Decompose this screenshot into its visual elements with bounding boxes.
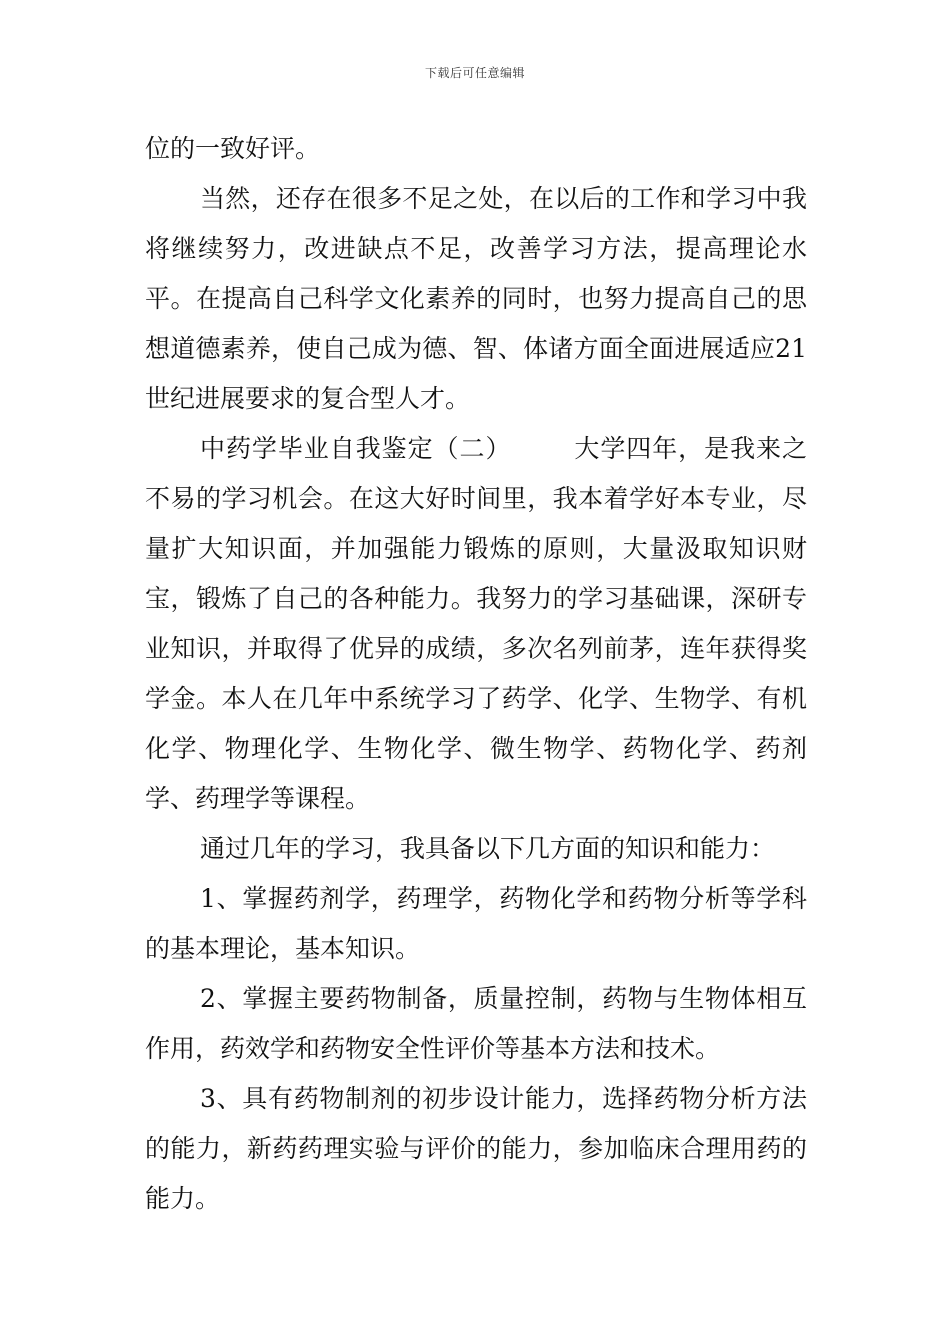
paragraph-3-text: 大学四年，是我来之不易的学习机会。在这大好时间里，我本着学好本专业，尽量扩大知识面，并加强能力锻炼的原则，大量汲取知识财宝，锻炼了自己的各种能力。我努力的学习基础课，深研专业知识，并取得了优异的成绩，多次名列前茅，连年获得奖学金。本人在几年中系统学习了药学、化学、生物学、有机化学、物理化学、生物化学、微生物学、药物化学、药剂学、药理学等课程。 — [145, 434, 807, 813]
paragraph-3 — [145, 424, 807, 824]
list-item-2: 2、掌握主要药物制备，质量控制，药物与生物体相互作用，药效学和药物安全性评价等基本方法和技术。 — [145, 984, 807, 1063]
list-item-1: 1、掌握药剂学，药理学，药物化学和药物分析等学科的基本理论，基本知识。 — [145, 884, 807, 963]
paragraph-1: 位的一致好评。 — [145, 134, 321, 163]
list-item-3: 3、具有药物制剂的初步设计能力，选择药物分析方法的能力，新药药理实验与评价的能力，参加临床合理用药的能力。 — [145, 1084, 807, 1213]
paragraph-2: 当然，还存在很多不足之处，在以后的工作和学习中我将继续努力，改进缺点不足，改善学习方法，提高理论水平。在提高自己科学文化素养的同时，也努力提高自己的思想道德素养，使自己成为德、智、体诸方面全面进展适应21世纪进展要求的复合型人才。 — [145, 184, 807, 413]
document-body — [145, 124, 807, 1224]
page-header: 下载后可任意编辑 — [424, 66, 525, 80]
paragraph-4: 通过几年的学习，我具备以下几方面的知识和能力： — [200, 834, 776, 863]
section-heading: 中药学毕业自我鉴定（二） — [200, 434, 512, 463]
